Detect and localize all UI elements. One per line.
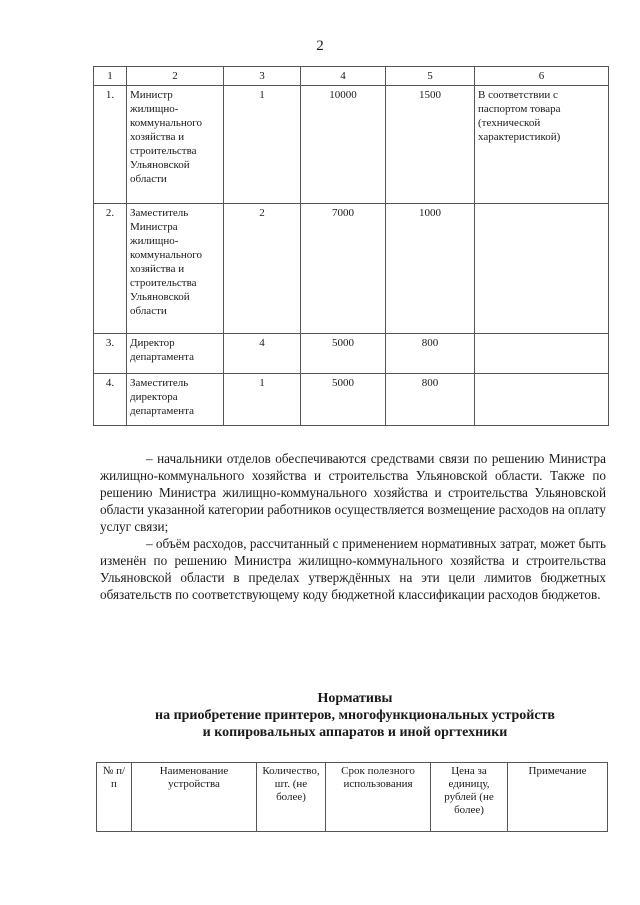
row-number: 2. xyxy=(94,204,127,334)
page-number: 2 xyxy=(316,38,324,54)
table-row xyxy=(94,204,609,334)
row-value-5: 1000 xyxy=(386,204,475,334)
row-value-4: 5000 xyxy=(301,334,386,374)
phones-norms-table xyxy=(93,66,609,426)
header-note: Примечание xyxy=(508,763,608,832)
header-device-name: Наименование устройства xyxy=(132,763,257,832)
table-row xyxy=(94,334,609,374)
column-number-5: 5 xyxy=(386,67,475,86)
row-number: 4. xyxy=(94,374,127,426)
row-note xyxy=(475,334,609,374)
row-number: 3. xyxy=(94,334,127,374)
table-row xyxy=(94,374,609,426)
row-note xyxy=(475,374,609,426)
header-useful-life: Срок полезного использования xyxy=(326,763,431,832)
header-quantity: Количество, шт. (не более) xyxy=(257,763,326,832)
table-row xyxy=(94,86,609,204)
table-header-row xyxy=(94,67,609,86)
row-note xyxy=(475,204,609,334)
row-value-5: 800 xyxy=(386,334,475,374)
section-title-line-1: Нормативы xyxy=(317,691,393,706)
row-quantity: 1 xyxy=(224,86,301,204)
row-quantity: 2 xyxy=(224,204,301,334)
printers-norms-table xyxy=(96,762,608,832)
header-number: № п/п xyxy=(97,763,132,832)
column-number-6: 6 xyxy=(475,67,609,86)
table-header-row xyxy=(97,763,608,832)
row-value-5: 1500 xyxy=(386,86,475,204)
paragraph-communications: – начальники отделов обеспечиваются средствами связи по решению Министра жилищно-коммунального хозяйства и строительства Ульяновской области. Также по решению Министра жилищно-коммунального хозяйства и строительства Ульяновской области указанной категории работников осуществляется возмещение расходов на оплату услуг связи; xyxy=(100,451,606,534)
row-value-4: 10000 xyxy=(301,86,386,204)
section-title-line-3: и копировальных аппаратов и иной оргтехники xyxy=(202,725,508,740)
paragraph-expenses: – объём расходов, рассчитанный с применением нормативных затрат, может быть изменён по решению Министра жилищно-коммунального хозяйства и строительства Ульяновской области в пределах утверждённых на эти цели лимитов бюджетных обязательств по соответствующему коду бюджетной классификации расходов бюджетов. xyxy=(100,536,606,602)
column-number-2: 2 xyxy=(127,67,224,86)
column-number-1: 1 xyxy=(94,67,127,86)
row-position: Заместитель Министра жилищно-коммунального хозяйства и строительства Ульяновской области xyxy=(127,204,224,334)
row-value-5: 800 xyxy=(386,374,475,426)
row-position: Заместитель директора департамента xyxy=(127,374,224,426)
header-unit-price: Цена за единицу, рублей (не более) xyxy=(431,763,508,832)
column-number-4: 4 xyxy=(301,67,386,86)
row-position: Министр жилищно-коммунального хозяйства и строительства Ульяновской области xyxy=(127,86,224,204)
row-position: Директор департамента xyxy=(127,334,224,374)
column-number-3: 3 xyxy=(224,67,301,86)
row-number: 1. xyxy=(94,86,127,204)
row-quantity: 1 xyxy=(224,374,301,426)
row-quantity: 4 xyxy=(224,334,301,374)
section-title-line-2: на приобретение принтеров, многофункциональных устройств xyxy=(155,708,555,723)
row-value-4: 5000 xyxy=(301,374,386,426)
row-value-4: 7000 xyxy=(301,204,386,334)
row-note: В соответствии с паспортом товара (технической характеристикой) xyxy=(475,86,609,204)
